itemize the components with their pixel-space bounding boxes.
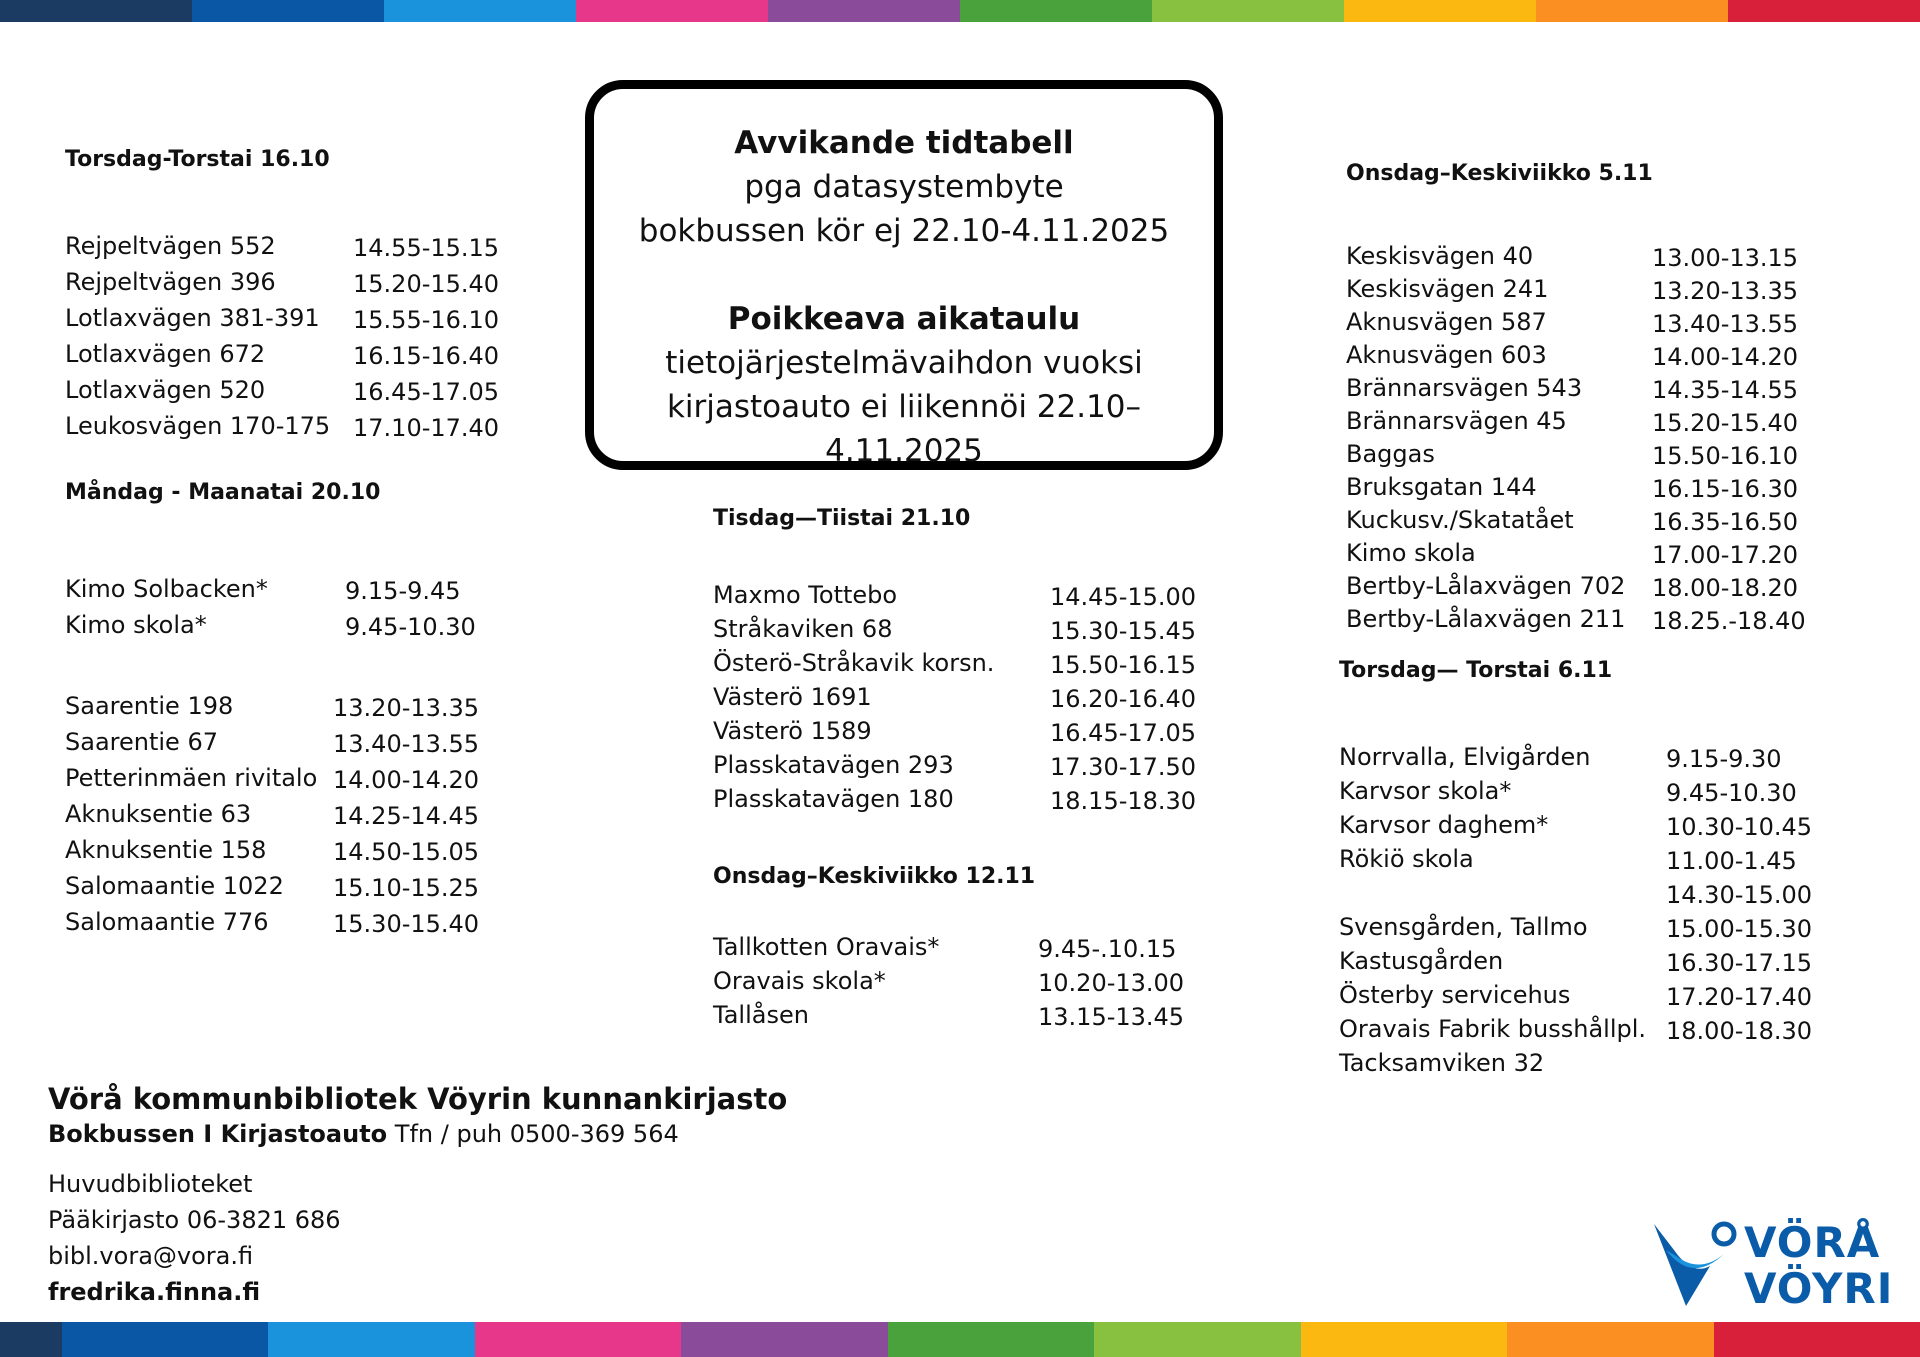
stripe-segment [1301,1322,1507,1357]
stop-time: 16.20-16.40 [1050,685,1197,713]
stop-name: Salomaantie 1022 [65,872,284,900]
notice-fi-title: Poikkeava aikataulu [727,301,1081,337]
stop-time: 13.20-13.35 [333,694,480,722]
stop-time: 13.15-13.45 [1038,1003,1185,1031]
stripe-segment [0,0,192,22]
stop-name: Salomaantie 776 [65,908,269,936]
email-link[interactable]: bibl.vora@vora.fi [48,1242,254,1270]
library-name: Vörå kommunbibliotek Vöyrin kunnankirjasto [48,1082,788,1116]
stop-time: 15.50-16.10 [1652,442,1799,470]
website-link[interactable]: fredrika.finna.fi [48,1278,261,1306]
stop-time: 16.15-16.30 [1652,475,1799,503]
bus-phone: Tfn / puh 0500-369 564 [394,1120,679,1148]
stop-name: Aknusvägen 587 [1346,308,1547,336]
stop-time: 14.55-15.15 [353,234,500,262]
stop-name: Keskisvägen 40 [1346,242,1534,270]
stop-time: 17.00-17.20 [1652,541,1799,569]
stop-name: Brännarsvägen 543 [1346,374,1583,402]
stop-time: 16.35-16.50 [1652,508,1799,536]
notice-sv-line: bokbussen kör ej 22.10-4.11.2025 [638,213,1170,249]
stop-name: Bertby-Lålaxvägen 211 [1346,605,1626,633]
stop-time: 15.50-16.15 [1050,651,1197,679]
stop-time: 16.45-17.05 [353,378,500,406]
stop-name: Bertby-Lålaxvägen 702 [1346,572,1626,600]
stripe-segment [576,0,768,22]
schedule-thu-1610 [65,147,500,448]
notice-sv-title: Avvikande tidtabell [734,125,1074,161]
stop-time: 15.30-15.45 [1050,617,1197,645]
stripe-segment [960,0,1152,22]
stop-time: 13.20-13.35 [1652,277,1799,305]
stripe-segment [888,1322,1094,1357]
stop-time: 9.15-9.45 [345,577,461,605]
stop-time: 11.00-1.45 [1666,847,1797,875]
stop-time: 17.30-17.50 [1050,753,1197,781]
stop-name: Saarentie 198 [65,692,234,720]
schedule-heading: Torsdag— Torstai 6.11 [1339,658,1613,683]
stop-time: 18.25.-18.40 [1652,607,1806,635]
stop-name: Tallkotten Oravais* [713,933,940,961]
schedule-rows [1346,186,1806,638]
logo-line1: VÖRÅ [1744,1218,1881,1267]
schedule-tue-2110 [713,506,1197,819]
stop-time: 9.15-9.30 [1666,745,1782,773]
stop-time: 15.00-15.30 [1666,915,1813,943]
stop-name: Plasskatavägen 293 [713,751,954,779]
main-library-phone: Pääkirjasto 06-3821 686 [48,1206,341,1234]
stop-time: 18.00-18.30 [1666,1017,1813,1045]
stop-time: 14.50-15.05 [333,838,480,866]
vora-voyri-logo [1652,1220,1892,1312]
stop-time: 18.00-18.20 [1652,574,1799,602]
stop-name: Oravais Fabrik busshållpl. [1339,1015,1647,1043]
schedule-wed-0511 [1346,161,1806,638]
stop-name: Österö-Stråkavik korsn. [713,649,995,677]
stop-name: Svensgården, Tallmo [1339,913,1588,941]
stripe-segment [1507,1322,1713,1357]
stop-time: 15.20-15.40 [353,270,500,298]
stop-name: Petterinmäen rivitalo [65,764,318,792]
stop-time: 16.15-16.40 [353,342,500,370]
stripe-segment [1536,0,1728,22]
stop-name: Kimo skola [1346,539,1476,567]
stop-time: 13.00-13.15 [1652,244,1799,272]
stop-name: Plasskatavägen 180 [713,785,954,813]
schedule-thu-0611 [1339,658,1813,1083]
notice-sv-line: pga datasystembyte [744,169,1064,205]
stop-time: 15.20-15.40 [1652,409,1799,437]
stop-name: Leukosvägen 170-175 [65,412,331,440]
stop-time: 14.00-14.20 [1652,343,1799,371]
schedule-mon-2010 [65,480,476,647]
notice-box [585,80,1223,470]
stop-name: Kimo Solbacken* [65,575,268,603]
stripe-segment [681,1322,887,1357]
stop-name: Lotlaxvägen 672 [65,340,266,368]
stop-name: Keskisvägen 241 [1346,275,1549,303]
stop-time: 15.55-16.10 [353,306,500,334]
notice-fi-line: tietojärjestelmävaihdon vuoksi [665,345,1143,381]
logo-wave-icon [1652,1220,1744,1312]
stripe-segment [62,1322,268,1357]
schedule-rows [1339,683,1813,1083]
schedule-rows [713,531,1197,819]
stop-time: 15.30-15.40 [333,910,480,938]
stop-name: Aknuksentie 63 [65,800,252,828]
stripe-segment [475,1322,681,1357]
stop-name: Oravais skola* [713,967,886,995]
stop-name: Maxmo Tottebo [713,581,898,609]
stop-time: 14.30-15.00 [1666,881,1813,909]
top-color-stripe [0,0,1920,22]
stop-name: Kastusgården [1339,947,1504,975]
stop-time: 9.45-.10.15 [1038,935,1177,963]
stop-name: Kimo skola* [65,611,207,639]
schedule-heading: Onsdag–Keskiviikko 5.11 [1346,161,1653,186]
schedule-rows [65,172,500,448]
stop-name: Bruksgatan 144 [1346,473,1537,501]
stop-time: 13.40-13.55 [333,730,480,758]
stop-name: Västerö 1691 [713,683,872,711]
schedule-wed-1211 [713,864,1185,1035]
stripe-segment [268,1322,474,1357]
schedule-rows [65,505,476,647]
stop-name: Tallåsen [713,1001,809,1029]
stop-name: Rejpeltvägen 552 [65,232,276,260]
bus-contact [48,1120,679,1148]
stop-time: 14.35-14.55 [1652,376,1799,404]
stripe-segment [0,1322,62,1357]
stop-name: Saarentie 67 [65,728,218,756]
main-library: Huvudbiblioteket [48,1170,253,1198]
stop-name: Västerö 1589 [713,717,872,745]
stripe-segment [384,0,576,22]
stop-name: Aknusvägen 603 [1346,341,1547,369]
stop-name: Tacksamviken 32 [1339,1049,1545,1077]
stripe-segment [768,0,960,22]
schedule-heading: Måndag - Maanatai 20.10 [65,480,381,505]
schedule-heading: Tisdag—Tiistai 21.10 [713,506,971,531]
stop-time: 18.15-18.30 [1050,787,1197,815]
stop-time: 16.30-17.15 [1666,949,1813,977]
bottom-color-stripe [0,1322,1920,1357]
bus-label: Bokbussen I Kirjastoauto [48,1120,388,1148]
stop-time: 17.20-17.40 [1666,983,1813,1011]
stripe-segment [1094,1322,1300,1357]
logo-text [1744,1220,1893,1312]
stripe-segment [1152,0,1344,22]
schedule-heading: Torsdag-Torstai 16.10 [65,147,330,172]
stripe-segment [1344,0,1536,22]
stop-name: Rejpeltvägen 396 [65,268,276,296]
notice-fi-line: kirjastoauto ei liikennöi 22.10–4.11.2025 [666,389,1142,469]
stop-name: Österby servicehus [1339,981,1571,1009]
stop-name: Kuckusv./Skatatået [1346,506,1574,534]
stop-time: 17.10-17.40 [353,414,500,442]
stop-time: 10.30-10.45 [1666,813,1813,841]
stop-time: 14.00-14.20 [333,766,480,794]
stripe-segment [192,0,384,22]
stop-name: Brännarsvägen 45 [1346,407,1567,435]
stop-time: 9.45-10.30 [1666,779,1797,807]
stop-time: 15.10-15.25 [333,874,480,902]
stop-time: 14.25-14.45 [333,802,480,830]
schedule-heading: Onsdag–Keskiviikko 12.11 [713,864,1036,889]
stop-time: 16.45-17.05 [1050,719,1197,747]
stop-name: Lotlaxvägen 520 [65,376,266,404]
stop-name: Lotlaxvägen 381-391 [65,304,320,332]
stop-name: Karvsor daghem* [1339,811,1549,839]
stop-name: Karvsor skola* [1339,777,1512,805]
logo-line2: VÖYRI [1744,1264,1894,1313]
stripe-segment [1714,1322,1920,1357]
stop-name: Aknuksentie 158 [65,836,267,864]
stop-time: 13.40-13.55 [1652,310,1799,338]
stripe-segment [1728,0,1920,22]
stop-time: 10.20-13.00 [1038,969,1185,997]
stop-name: Stråkaviken 68 [713,615,893,643]
stop-name: Baggas [1346,440,1435,468]
stop-name: Norrvalla, Elvigården [1339,743,1591,771]
schedule-rows [713,889,1185,1035]
stop-time: 14.45-15.00 [1050,583,1197,611]
stop-name: Rökiö skola [1339,845,1474,873]
stop-time: 9.45-10.30 [345,613,476,641]
